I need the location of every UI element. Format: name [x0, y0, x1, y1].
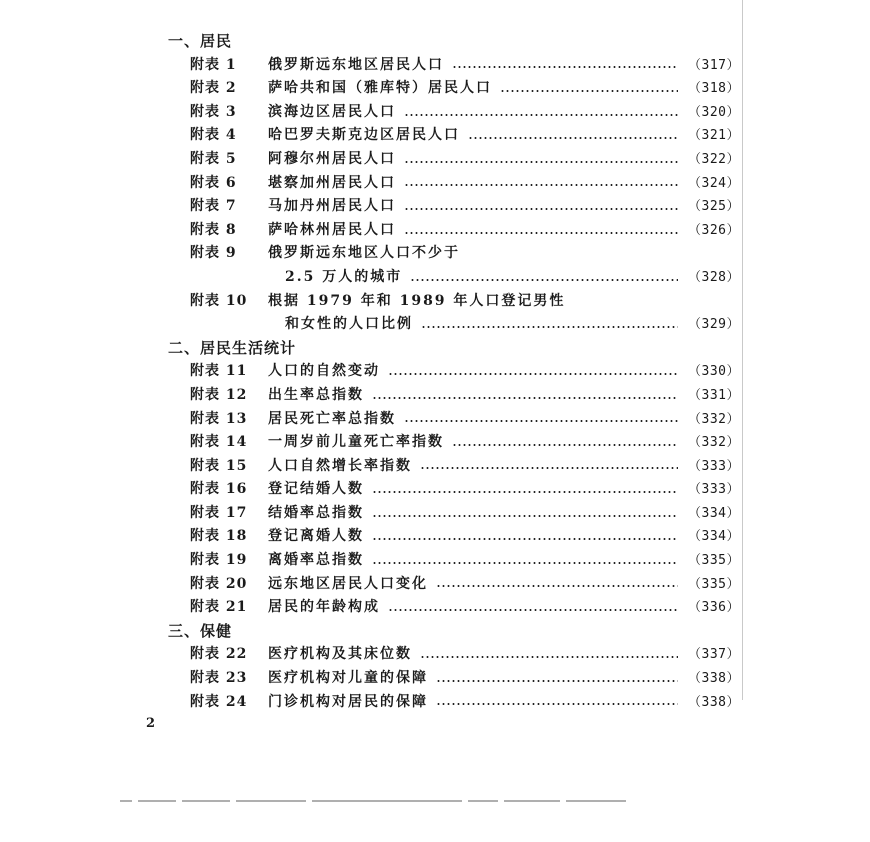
toc-entry-line [168, 290, 740, 314]
page-reference: （334） [688, 529, 740, 545]
dot-leader [372, 538, 678, 540]
table-number: 附表 7 [190, 198, 237, 215]
page-reference: （326） [688, 222, 740, 238]
dot-leader [404, 232, 678, 234]
entry-title: 居民死亡率总指数 [268, 410, 396, 427]
entry-title: 一周岁前儿童死亡率指数 [268, 434, 444, 451]
entry-title: 堪察加州居民人口 [268, 174, 396, 191]
table-number: 附表 5 [190, 150, 237, 167]
page-reference: （330） [688, 364, 740, 380]
toc-entry-line [168, 360, 740, 384]
scan-artifact-lines [120, 800, 640, 804]
dot-leader [404, 208, 678, 210]
toc-entry-line [168, 195, 740, 219]
entry-title: 俄罗斯远东地区人口不少于 [268, 245, 460, 262]
table-number: 附表 24 [190, 693, 248, 710]
page-reference: （320） [688, 104, 740, 120]
toc-entry-line [168, 431, 740, 455]
page-reference: （337） [688, 647, 740, 663]
page-reference: （334） [688, 505, 740, 521]
page-reference: （317） [688, 57, 740, 73]
entry-title: 萨哈林州居民人口 [268, 221, 396, 238]
entry-title: 哈巴罗夫斯克边区居民人口 [268, 127, 460, 144]
table-number: 附表 8 [190, 221, 237, 238]
entry-title: 人口自然增长率指数 [268, 457, 412, 474]
toc-entry-line [168, 596, 740, 620]
dot-leader [420, 467, 678, 469]
dot-leader [420, 656, 678, 658]
toc-entry-line [168, 172, 740, 196]
page-reference: （325） [688, 199, 740, 215]
section-heading: 二、居民生活统计 [168, 338, 297, 357]
page-reference: （335） [688, 576, 740, 592]
toc-entry-line [168, 124, 740, 148]
table-number: 附表 2 [190, 80, 237, 97]
table-number: 附表 4 [190, 127, 237, 144]
toc-entry-line [168, 408, 740, 432]
dot-leader [404, 161, 678, 163]
toc-entry-line [168, 266, 740, 290]
section-heading: 三、保健 [168, 621, 233, 640]
dot-leader [436, 585, 678, 587]
toc-entry-line [168, 384, 740, 408]
table-number: 附表 9 [190, 245, 237, 262]
entry-title: 2.5 万人的城市 [285, 268, 403, 285]
page-reference: （318） [688, 81, 740, 97]
page-reference: （324） [688, 175, 740, 191]
dot-leader [372, 491, 678, 493]
toc-entry-line [168, 313, 740, 337]
table-number: 附表 10 [190, 292, 248, 309]
page-reference: （332） [688, 411, 740, 427]
entry-title: 和女性的人口比例 [285, 316, 413, 333]
toc-entry-line [168, 148, 740, 172]
table-number: 附表 17 [190, 504, 248, 521]
toc-entry-line [168, 549, 740, 573]
dot-leader [468, 137, 678, 139]
page-reference: （338） [688, 694, 740, 710]
toc-entry-line [168, 455, 740, 479]
dot-leader [452, 66, 678, 68]
table-number: 附表 22 [190, 646, 248, 663]
page-reference: （333） [688, 458, 740, 474]
table-number: 附表 13 [190, 410, 248, 427]
table-number: 附表 6 [190, 174, 237, 191]
entry-title: 居民的年龄构成 [268, 599, 380, 616]
page-reference: （328） [688, 269, 740, 285]
page-reference: （331） [688, 387, 740, 403]
dot-leader [421, 326, 678, 328]
entry-title: 人口的自然变动 [268, 363, 380, 380]
table-number: 附表 3 [190, 103, 237, 120]
dot-leader [372, 515, 678, 517]
dot-leader [388, 373, 678, 375]
entry-title: 结婚率总指数 [268, 504, 364, 521]
toc-entry-line [168, 219, 740, 243]
entry-title: 阿穆尔州居民人口 [268, 150, 396, 167]
entry-title: 俄罗斯远东地区居民人口 [268, 56, 444, 73]
table-number: 附表 16 [190, 481, 248, 498]
section-heading: 一、居民 [168, 32, 233, 50]
page-reference: （329） [688, 317, 740, 333]
toc-entry-line [168, 101, 740, 125]
entry-title: 远东地区居民人口变化 [268, 575, 428, 592]
table-number: 附表 18 [190, 528, 248, 545]
page-reference: （333） [688, 482, 740, 498]
table-number: 附表 14 [190, 434, 248, 451]
entry-title: 萨哈共和国（雅库特）居民人口 [268, 80, 492, 97]
dot-leader [404, 184, 678, 186]
entry-title: 医疗机构及其床位数 [268, 646, 412, 663]
page-number: 2 [146, 716, 156, 731]
toc-entry-line [168, 54, 740, 78]
table-number: 附表 11 [190, 363, 248, 380]
page-reference: （338） [688, 671, 740, 687]
entry-title: 马加丹州居民人口 [268, 198, 396, 215]
entry-title: 滨海边区居民人口 [268, 103, 396, 120]
table-of-contents [168, 30, 740, 714]
toc-entry-line [168, 525, 740, 549]
table-number: 附表 12 [190, 386, 248, 403]
page-reference: （321） [688, 128, 740, 144]
entry-title: 出生率总指数 [268, 386, 364, 403]
toc-entry-line [168, 573, 740, 597]
table-number: 附表 1 [190, 56, 237, 73]
page-reference: （336） [688, 600, 740, 616]
dot-leader [410, 279, 678, 281]
toc-entry-line [168, 242, 740, 266]
toc-entry-line [168, 478, 740, 502]
dot-leader [372, 397, 678, 399]
table-number: 附表 19 [190, 552, 248, 569]
toc-entry-line [168, 77, 740, 101]
toc-entry-line [168, 643, 740, 667]
entry-title: 登记结婚人数 [268, 481, 364, 498]
toc-entry-line [168, 667, 740, 691]
dot-leader [436, 680, 678, 682]
entry-title: 医疗机构对儿童的保障 [268, 670, 428, 687]
page-reference: （322） [688, 151, 740, 167]
page-reference: （335） [688, 553, 740, 569]
dot-leader [404, 420, 678, 422]
dot-leader [436, 703, 678, 705]
dot-leader [404, 114, 678, 116]
page-reference: （332） [688, 435, 740, 451]
table-number: 附表 15 [190, 457, 248, 474]
toc-entry-line [168, 502, 740, 526]
toc-entry-line [168, 691, 740, 715]
table-number: 附表 21 [190, 599, 248, 616]
entry-title: 门诊机构对居民的保障 [268, 693, 428, 710]
table-number: 附表 20 [190, 575, 248, 592]
dot-leader [372, 562, 678, 564]
entry-title: 离婚率总指数 [268, 552, 364, 569]
scan-edge-line [742, 0, 743, 700]
dot-leader [500, 90, 678, 92]
dot-leader [388, 609, 678, 611]
entry-title: 登记离婚人数 [268, 528, 364, 545]
table-number: 附表 23 [190, 670, 248, 687]
dot-leader [452, 444, 678, 446]
entry-title: 根据 1979 年和 1989 年人口登记男性 [268, 292, 566, 309]
